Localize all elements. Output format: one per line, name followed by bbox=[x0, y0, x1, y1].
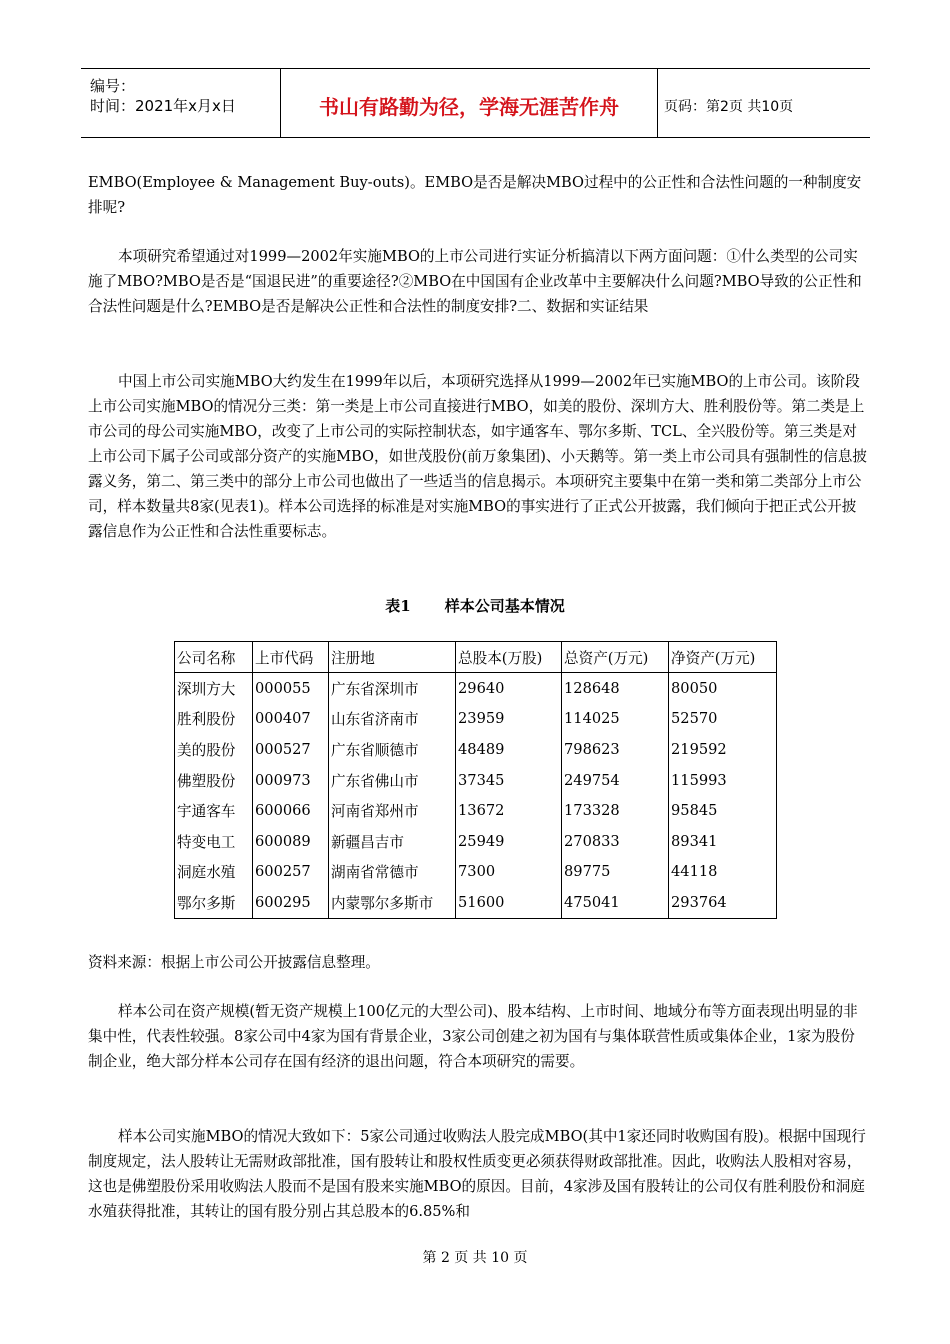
table-cell: 52570 bbox=[669, 704, 777, 735]
table-row bbox=[175, 673, 777, 704]
header-cell: 总股本(万股) bbox=[456, 642, 562, 673]
page-info: 页码：第2页 共10页 bbox=[664, 99, 794, 115]
table-cell: 新疆昌吉市 bbox=[329, 826, 456, 857]
table-cell: 128648 bbox=[562, 673, 669, 704]
paragraph-research-goal: 本项研究希望通过对1999—2002年实施MBO的上市公司进行实证分析搞清以下两方面问题：①什么类型的公司实施了MBO?MBO是否是“国退民进”的重要途径?②MBO在中国国有企业改革中主要解决什么问题?MBO导致的公正性和合法性问题是什么?EMBO是否是解决公正性和合法性的制度安排?二、数据和实证结果 bbox=[88, 248, 862, 315]
table-cell: 95845 bbox=[669, 795, 777, 826]
table-cell: 600089 bbox=[253, 826, 329, 857]
table-cell: 特变电工 bbox=[177, 833, 236, 851]
table-cell: 80050 bbox=[669, 673, 777, 704]
header-cell: 上市代码 bbox=[253, 642, 329, 673]
page-footer: 第 2 页 共 10 页 bbox=[422, 1250, 528, 1266]
time-label: 时间：2021年x月x日 bbox=[90, 97, 236, 115]
table-cell: 600066 bbox=[253, 795, 329, 826]
table-cell: 270833 bbox=[562, 826, 669, 857]
table-cell: 600257 bbox=[253, 857, 329, 888]
table-row bbox=[175, 734, 777, 765]
header-cell: 净资产(万元) bbox=[669, 642, 777, 673]
table-cell: 广东省佛山市 bbox=[329, 765, 456, 796]
table-header-row bbox=[175, 642, 777, 673]
table-cell: 475041 bbox=[562, 887, 669, 918]
sample-company-table bbox=[174, 641, 777, 919]
paragraph-mbo-situation: 样本公司实施MBO的情况大致如下：5家公司通过收购法人股完成MBO(其中1家还同时收购国有股)。根据中国现行制度规定，法人股转让无需财政部批准，国有股转让和股权性质变更必须获得财政部批准。因此，收购法人股相对容易，这也是佛塑股份采用收购法人股而不是国有股来实施MBO的原因。目前，4家涉及国有股转让的公司仅有胜利股份和洞庭水殖获得批准，其转让的国有股分别占其总股本的6.85%和 bbox=[88, 1128, 866, 1220]
table-cell: 44118 bbox=[669, 857, 777, 888]
table-cell: 89341 bbox=[669, 826, 777, 857]
table-cell: 219592 bbox=[669, 734, 777, 765]
table-cell: 51600 bbox=[456, 887, 562, 918]
table-cell: 鄂尔多斯 bbox=[177, 894, 236, 912]
header-cell: 总资产(万元) bbox=[562, 642, 669, 673]
table-cell: 广东省深圳市 bbox=[329, 673, 456, 704]
header-cell: 公司名称 bbox=[175, 642, 253, 673]
table-cell: 37345 bbox=[456, 765, 562, 796]
table-cell: 湖南省常德市 bbox=[329, 857, 456, 888]
table-cell: 89775 bbox=[562, 857, 669, 888]
paragraph-intro: EMBO(Employee & Management Buy-outs)。EMBO是否是解决MBO过程中的公正性和合法性问题的一种制度安排呢? bbox=[88, 174, 862, 216]
table-cell: 249754 bbox=[562, 765, 669, 796]
table-title: 样本公司基本情况 bbox=[444, 597, 565, 615]
paragraph-sample-characteristics: 样本公司在资产规模(暂无资产规模上100亿元的大型公司)、股本结构、上市时间、地域分布等方面表现出明显的非集中性，代表性较强。8家公司中4家为国有背景企业，3家公司创建之初为国有与集体联营性质或集体企业，1家为股份制企业，绝大部分样本公司存在国有经济的退出问题，符合本项研究的需要。 bbox=[88, 1003, 858, 1070]
table-cell: 293764 bbox=[669, 887, 777, 918]
table-cell: 48489 bbox=[456, 734, 562, 765]
page-header bbox=[81, 68, 870, 138]
header-motto-cell bbox=[281, 69, 658, 137]
table-cell: 115993 bbox=[669, 765, 777, 796]
number-label: 编号： bbox=[90, 77, 136, 95]
table-cell: 河南省郑州市 bbox=[329, 795, 456, 826]
table-row bbox=[175, 857, 777, 888]
table-cell: 798623 bbox=[562, 734, 669, 765]
paragraph-sample-selection: 中国上市公司实施MBO大约发生在1999年以后，本项研究选择从1999—2002年已实施MBO的上市公司。该阶段上市公司实施MBO的情况分三类：第一类是上市公司直接进行MBO，如美的股份、深圳方大、胜利股份等。第二类是上市公司的母公司实施MBO，改变了上市公司的实际控制状态，如宇通客车、鄂尔多斯、TCL、全兴股份等。第三类是对上市公司下属子公司或部分资产的实施MBO，如世茂股份(前万象集团)、小天鹅等。第一类上市公司具有强制性的信息披露义务，第二、第三类中的部分上市公司也做出了一些适当的信息揭示。本项研究主要集中在第一类和第二类部分上市公司，样本数量共8家(见表1)。样本公司选择的标准是对实施MBO的事实进行了正式公开披露，我们倾向于把正式公开披露信息作为公正性和合法性重要标志。 bbox=[88, 373, 867, 540]
table-cell: 000407 bbox=[253, 704, 329, 735]
table-cell: 000527 bbox=[253, 734, 329, 765]
table-row bbox=[175, 765, 777, 796]
table-cell: 000055 bbox=[253, 673, 329, 704]
table-cell: 宇通客车 bbox=[177, 803, 236, 821]
table-number: 表1 bbox=[385, 597, 411, 615]
table-cell: 29640 bbox=[456, 673, 562, 704]
table-cell: 173328 bbox=[562, 795, 669, 826]
table-cell: 25949 bbox=[456, 826, 562, 857]
motto-text: 书山有路勤为径，学海无涯苦作舟 bbox=[319, 95, 619, 119]
table-source-note: 资料来源：根据上市公司公开披露信息整理。 bbox=[88, 954, 380, 971]
table-cell: 7300 bbox=[456, 857, 562, 888]
table-cell: 深圳方大 bbox=[177, 680, 236, 698]
table-row bbox=[175, 826, 777, 857]
table-cell: 000973 bbox=[253, 765, 329, 796]
table-row bbox=[175, 795, 777, 826]
header-meta-cell bbox=[81, 69, 281, 137]
header-cell: 注册地 bbox=[329, 642, 456, 673]
table-cell: 13672 bbox=[456, 795, 562, 826]
table-cell: 佛塑股份 bbox=[177, 772, 236, 790]
table-cell: 美的股份 bbox=[177, 741, 236, 759]
table-row bbox=[175, 704, 777, 735]
table-cell: 洞庭水殖 bbox=[177, 864, 236, 882]
table-cell: 内蒙鄂尔多斯市 bbox=[329, 887, 456, 918]
table-cell: 胜利股份 bbox=[177, 711, 236, 729]
table-cell: 114025 bbox=[562, 704, 669, 735]
table-row bbox=[175, 887, 777, 918]
table-cell: 600295 bbox=[253, 887, 329, 918]
table-cell: 山东省济南市 bbox=[329, 704, 456, 735]
table-cell: 23959 bbox=[456, 704, 562, 735]
table-cell: 广东省顺德市 bbox=[329, 734, 456, 765]
table-caption bbox=[0, 595, 950, 616]
